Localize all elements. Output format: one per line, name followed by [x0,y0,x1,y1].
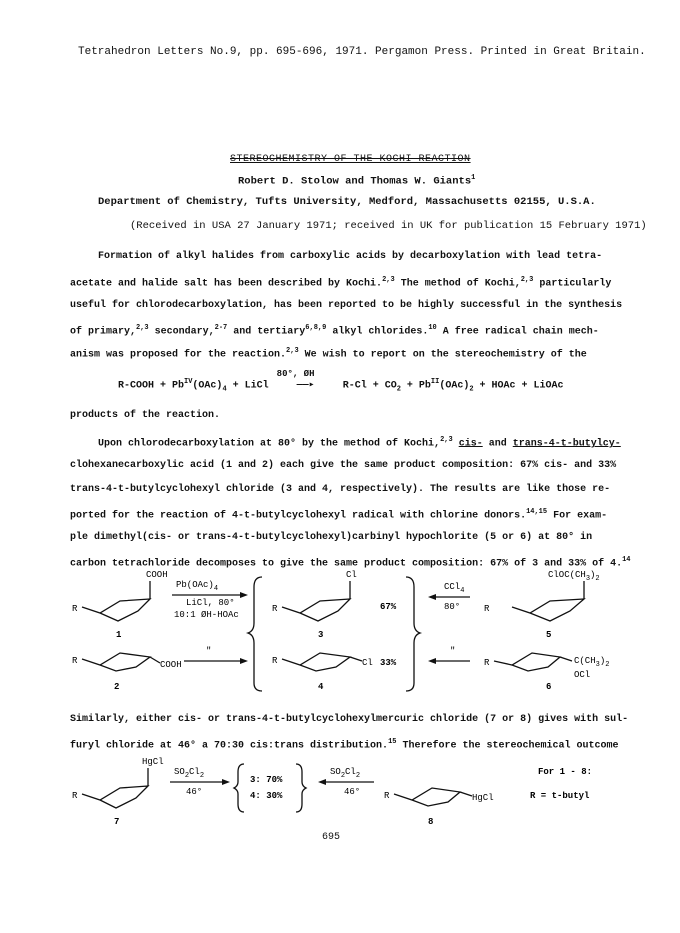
compound-number-4: 4 [318,682,324,692]
ocl-label: OCl [574,670,591,680]
cloc-label: $ClOC(CH_3)_2$ [548,570,600,583]
ccl4-temp: 80° [444,602,461,612]
cl-label: Cl [362,658,373,668]
so2cl2-label: $SO_2Cl_2$ [174,767,205,780]
reagent-arrow-ditto [428,646,470,664]
r-label: R [72,791,78,801]
reagent-licl: LiCl, 80° [186,598,235,608]
compound-6-structure [484,653,609,692]
page-number: 695 [322,832,341,843]
reagent-arrow-so2cl2-2 [318,767,374,797]
reagent-arrow-2 [184,646,248,664]
cch3-label: $C(CH_3)_2$ [574,656,610,669]
reaction-equation: R-COOH + $Pb^{IV}(OAc)_4$ + LiCl 80°, ØH ——▸ $R-Cl + CO_2 + Pb^{II}(OAc)_2$ + HOAc + LiOAc [118,369,564,394]
cl-label: Cl [346,570,357,580]
ccl4-label: CCl$_4$ [444,582,465,595]
reaction-scheme-1 [0,565,680,695]
product-ratio-4: 4: 30% [250,791,283,801]
right-brace [406,577,420,691]
r-label: R [484,604,490,614]
so2cl2-label: $SO_2Cl_2$ [330,767,361,780]
authors: Robert D. Stolow and Thomas W. Giants$^1$ [238,174,476,188]
body-line: clohexanecarboxylic acid (1 and 2) each give the same product composition: 67% cis- and 33% [70,460,617,471]
temp-label: 46° [186,787,203,797]
body-line: ple dimethyl(cis- or trans-4-t-butylcyclohexyl)carbinyl hypochlorite (5 or 6) at 80° in [70,532,593,543]
r-label: R [384,791,390,801]
hgcl-label: HgCl [472,793,494,803]
reagent-arrow-so2cl2-1 [170,767,230,797]
ditto-mark: " [450,646,456,656]
compound-number-8: 8 [428,817,434,827]
body-line: anism was proposed for the reaction.$^{2,3}$ We wish to report on the stereochemistry of the [70,347,587,361]
body-line: useful for chlorodecarboxylation, has been reported to be highly successful in the synthesis [70,300,623,311]
percent-67: 67% [380,602,397,612]
reagent-arrow-1 [172,580,248,620]
compound-number-1: 1 [116,630,122,640]
r-label: R [484,658,490,668]
journal-header: Tetrahedron Letters No.9, pp. 695-696, 1971. Pergamon Press. Printed in Great Britain. [78,46,646,58]
hgcl-label: HgCl [142,757,164,767]
reagent-pb: $Pb(OAc)_4$ [176,580,219,593]
body-line: trans-4-t-butylcyclohexyl chloride (3 and 4, respectively). The results are like those re- [70,484,611,495]
ditto-mark: " [206,646,212,656]
legend-r-definition: R = t-butyl [530,791,590,801]
reagent-solvent: 10:1 ØH-HOAc [174,610,239,620]
body-line: of primary,$^{2,3}$ secondary,$^{2-7}$ and tertiary$^{6,8,9}$ alkyl chlorides.$^{10}$ A free radical chain mech- [70,324,599,338]
product-ratio-3: 3: 70% [250,775,283,785]
affiliation: Department of Chemistry, Tufts University, Medford, Massachusetts 02155, U.S.A. [98,196,596,208]
reagent-arrow-ccl4 [428,582,470,612]
compound-3-structure [272,570,357,640]
body-line: Upon chlorodecarboxylation at 80° by the method of Kochi,$^{2,3}$ cis- and trans-4-t-butylcy- [98,436,621,450]
body-line: Similarly, either cis- or trans-4-t-butylcyclohexylmercuric chloride (7 or 8) gives with sul- [70,714,629,725]
right-brace [296,764,306,812]
compound-1-structure [72,570,168,640]
body-line: Formation of alkyl halides from carboxylic acids by decarboxylation with lead tetra- [98,251,603,262]
left-brace [234,764,244,812]
body-line: products of the reaction. [70,410,221,421]
percent-33: 33% [380,658,397,668]
compound-number-6: 6 [546,682,552,692]
r-label: R [272,604,278,614]
compound-4-structure [272,653,373,692]
compound-number-3: 3 [318,630,324,640]
r-label: R [272,656,278,666]
cooh-label: COOH [160,660,182,670]
r-label: R [72,656,78,666]
compound-number-2: 2 [114,682,120,692]
reaction-arrow: 80°, ØH ——▸ [276,369,315,392]
body-line: furyl chloride at 46° a 70:30 cis:trans distribution.$^{15}$ Therefore the stereochemical outcome [70,738,619,752]
compound-7-structure [72,757,164,827]
cooh-label: COOH [146,570,168,580]
received-line: (Received in USA 27 January 1971; received in UK for publication 15 February 1971) [130,220,647,232]
r-label: R [72,604,78,614]
left-brace [248,577,262,691]
body-line: acetate and halide salt has been described by Kochi.$^{2,3}$ The method of Kochi,$^{2,3}$ particularly [70,276,612,290]
body-line: carbon tetrachloride decomposes to give the same product composition: 67% of 3 and 33% of 4.14 [70,556,631,570]
legend-compounds: For 1 - 8: [538,767,593,777]
temp-label: 46° [344,787,361,797]
paper-title: STEREOCHEMISTRY OF THE KOCHI REACTION [230,154,471,165]
compound-2-structure [72,653,182,692]
reaction-scheme-2 [0,752,680,832]
compound-number-7: 7 [114,817,120,827]
body-line: ported for the reaction of 4-t-butylcyclohexyl radical with chlorine donors.$^{14,15}$ For exam- [70,508,608,522]
compound-5-structure [484,570,600,640]
compound-8-structure [384,788,494,827]
compound-number-5: 5 [546,630,552,640]
